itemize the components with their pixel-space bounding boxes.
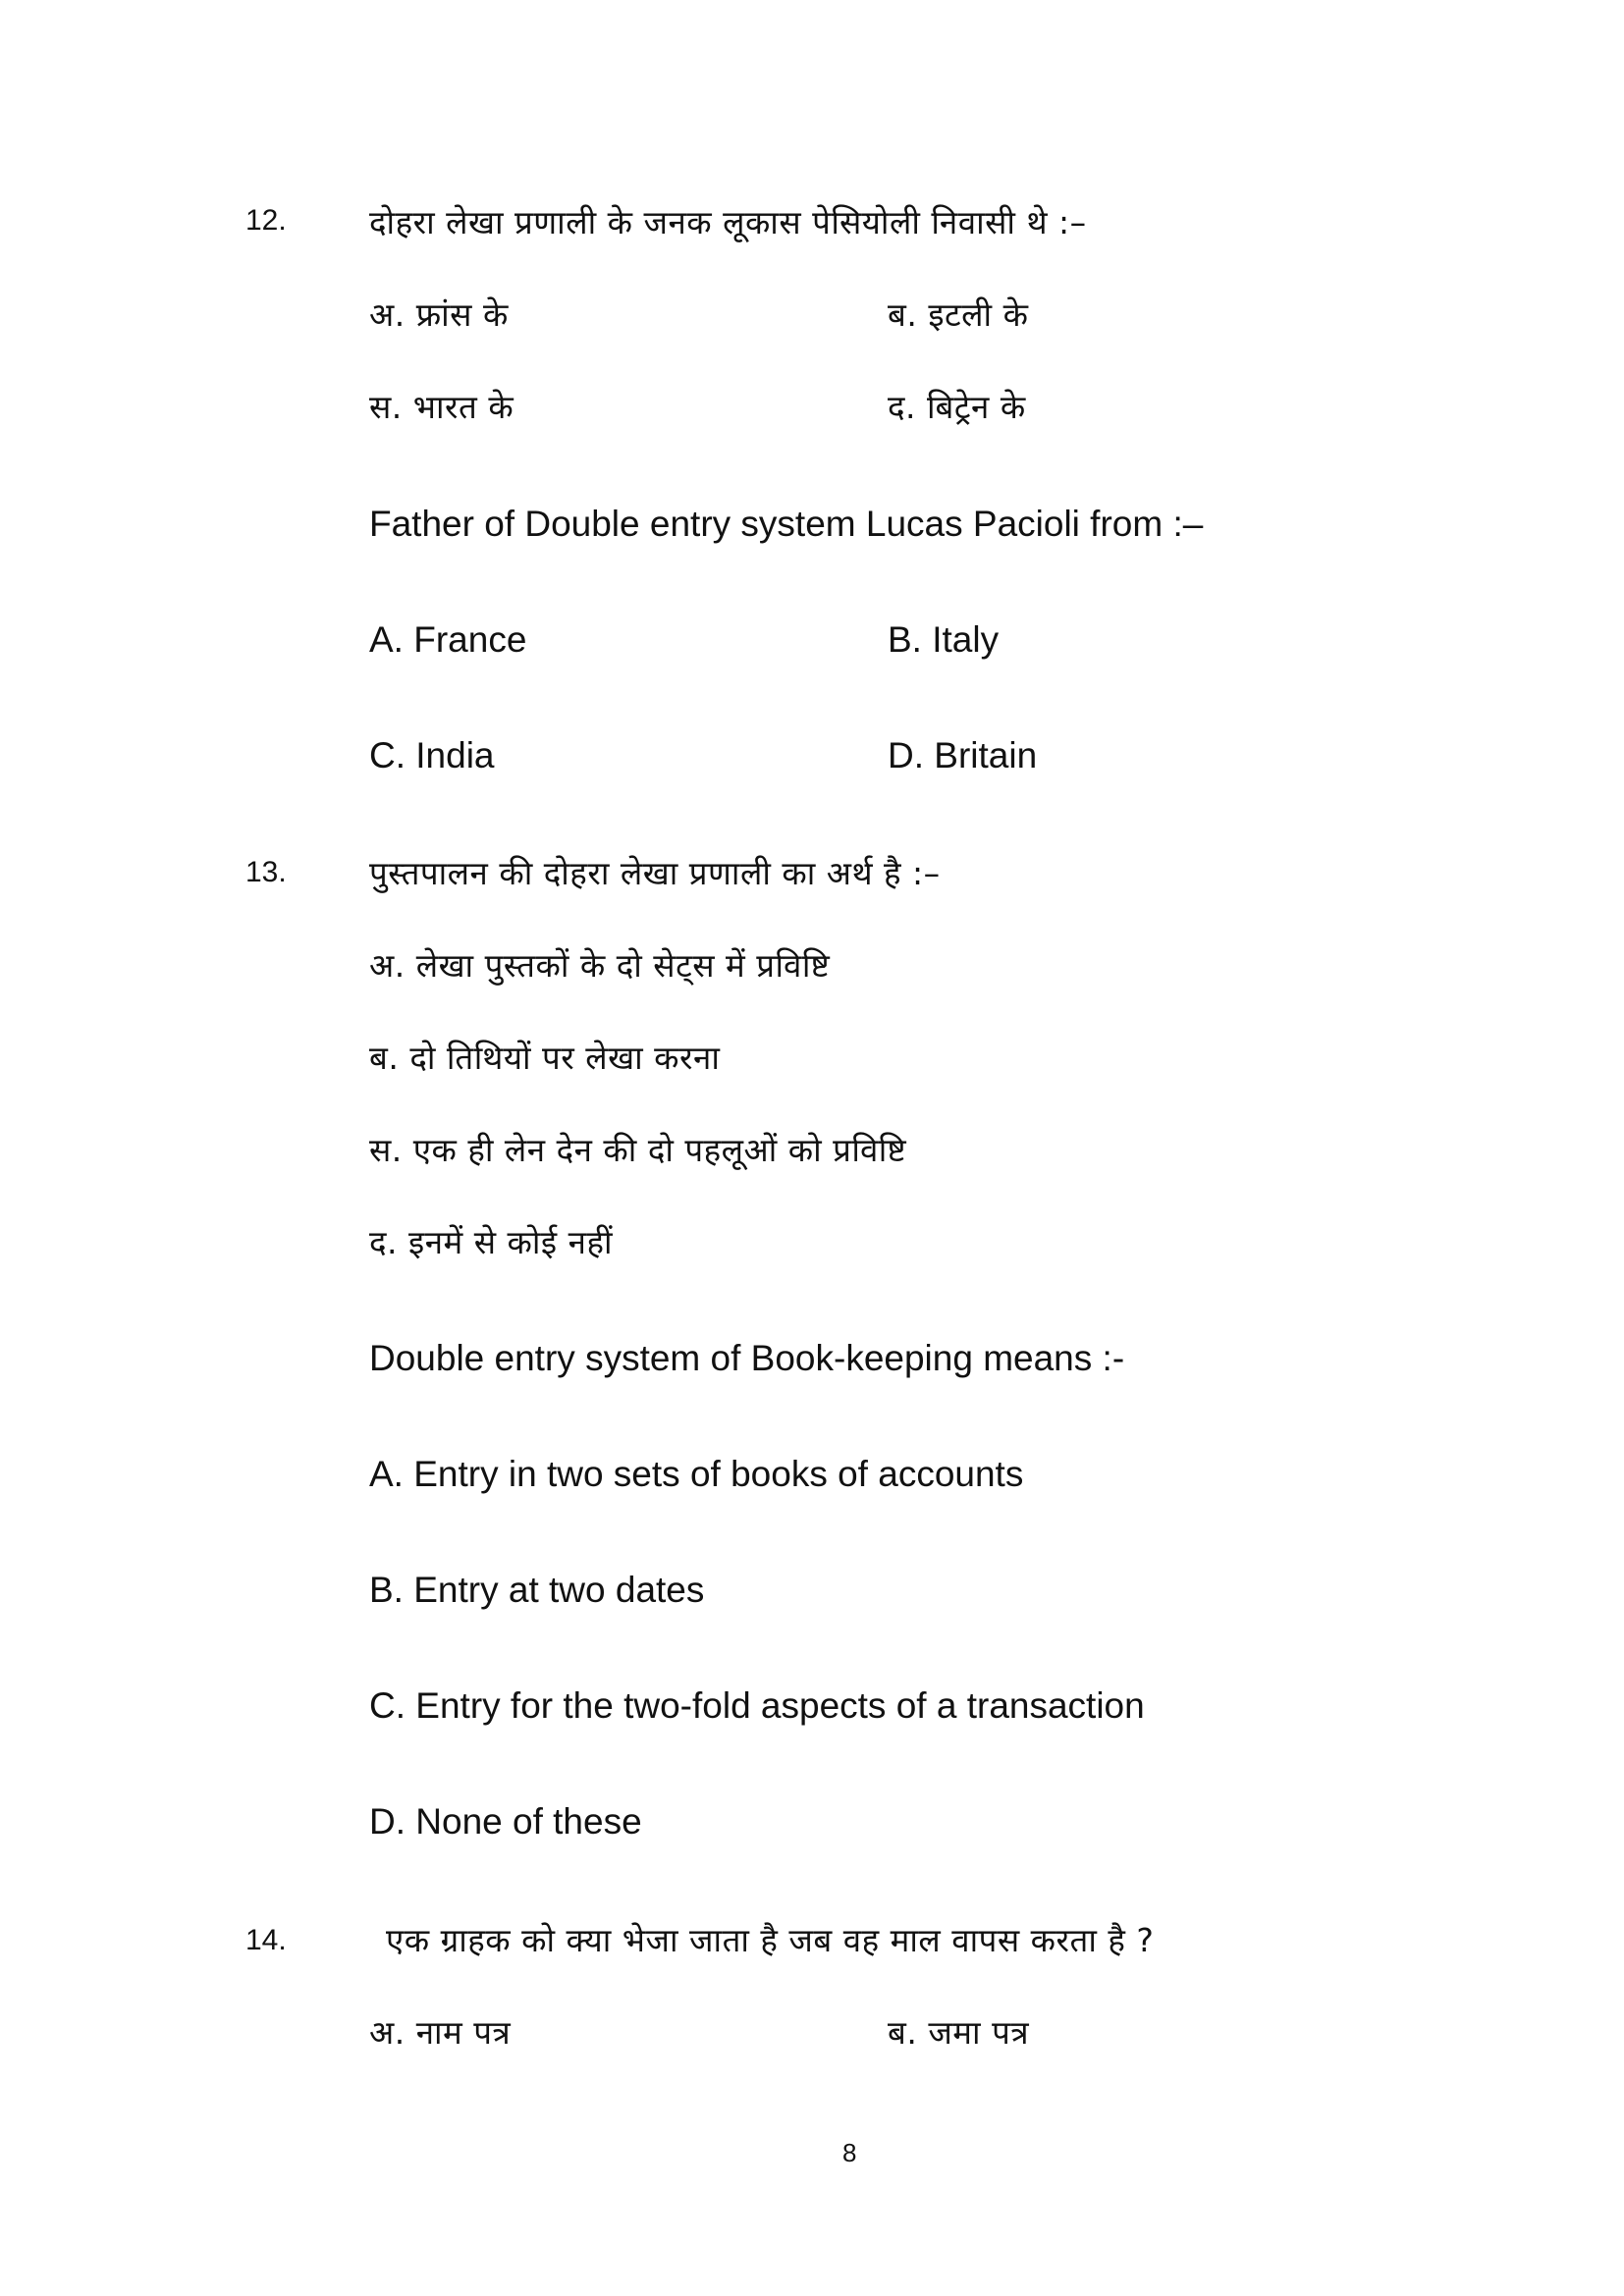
option-hindi-c: स. भारत के [369,388,514,426]
option-hindi-a: अ. नाम पत्र [369,2013,512,2052]
question-text-english: Father of Double entry system Lucas Pacioli from :– [369,504,1204,544]
question-text-english: Double entry system of Book-keeping means :- [369,1338,1125,1378]
option-english-c: C. India [369,735,495,775]
option-english-d: D. Britain [888,735,1038,775]
option-hindi-a: अ. फ्रांस के [369,295,509,334]
option-hindi-c: स. एक ही लेन देन की दो पहलूओं को प्रविष्टि [369,1131,907,1169]
option-english-a: A. Entry in two sets of books of accounts [369,1454,1024,1494]
option-english-b: B. Italy [888,619,1000,660]
question-number: 14. [245,1924,287,1956]
option-english-d: D. None of these [369,1801,642,1842]
option-hindi-b: ब. जमा पत्र [888,2013,1030,2052]
page-number: 8 [842,2138,857,2167]
option-hindi-b: ब. दो तिथियों पर लेखा करना [369,1039,721,1077]
question-text-hindi: एक ग्राहक को क्या भेजा जाता है जब वह माल वापस करता है ? [386,1921,1155,1959]
option-english-b: B. Entry at two dates [369,1570,705,1610]
question-number: 12. [245,204,287,237]
option-hindi-a: अ. लेखा पुस्तकों के दो सेट्स में प्रविष्टि [369,946,831,985]
option-english-c: C. Entry for the two-fold aspects of a transaction [369,1685,1145,1726]
option-hindi-b: ब. इटली के [888,295,1029,334]
question-number: 13. [245,856,287,888]
option-english-a: A. France [369,619,527,660]
option-hindi-d: द. बिट्रेन के [888,388,1026,426]
question-text-hindi: पुस्तपालन की दोहरा लेखा प्रणाली का अर्थ है :– [369,854,941,892]
option-hindi-d: द. इनमें से कोई नहीं [369,1223,614,1261]
question-text-hindi: दोहरा लेखा प्रणाली के जनक लूकास पेसियोली निवासी थे :– [369,203,1087,241]
